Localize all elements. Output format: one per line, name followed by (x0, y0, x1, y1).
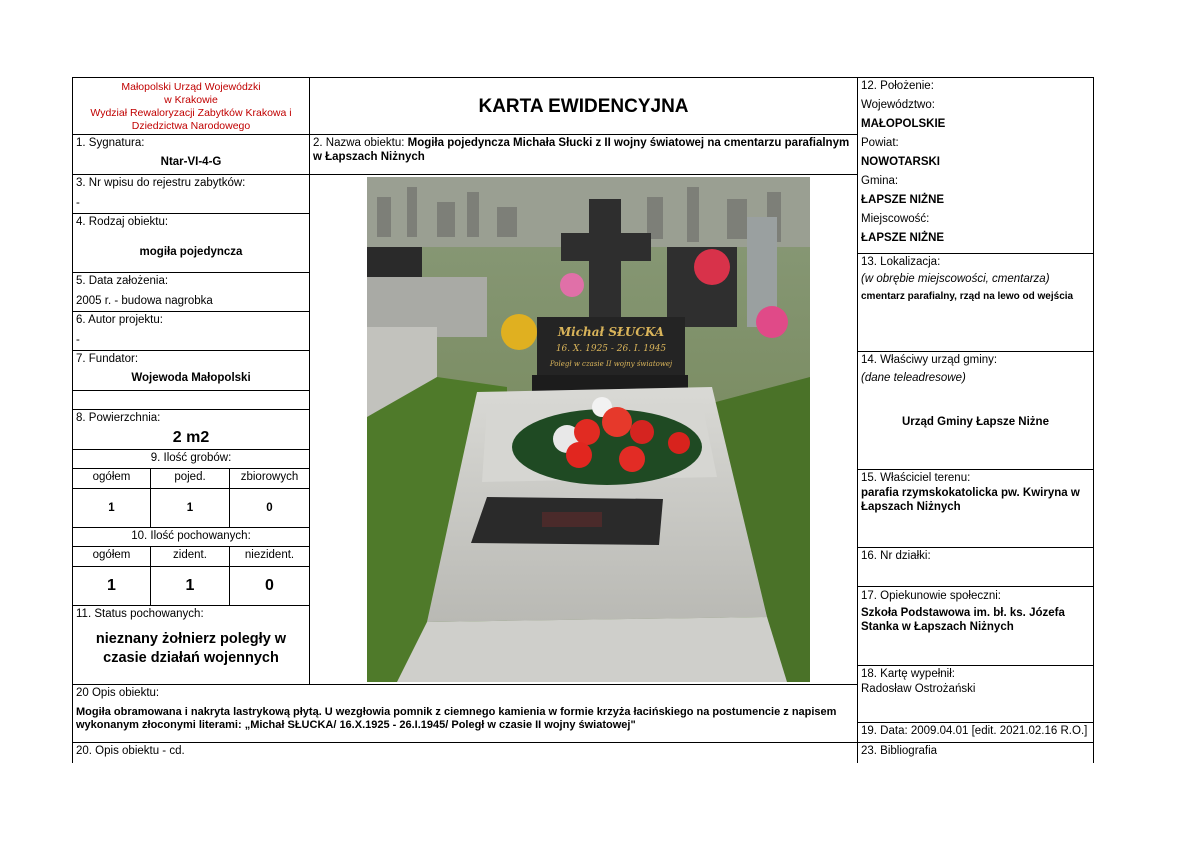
filled-by-label: 18. Kartę wypełnił: (861, 668, 955, 680)
graves-total-value: 1 (72, 488, 151, 528)
locality-label: Miejscowość: (861, 213, 930, 225)
register-number-label: 3. Nr wpisu do rejestru zabytków: (76, 177, 246, 189)
description-continued-field: 20. Opis obiektu - cd. (72, 742, 858, 763)
caretakers-label: 17. Opiekunowie społeczni: (861, 590, 1001, 602)
founding-date-value: 2005 r. - budowa nagrobka (76, 295, 213, 307)
grave-photo (367, 177, 810, 682)
sygnatura-label: 1. Sygnatura: (76, 137, 145, 149)
institution-line: w Krakowie (164, 94, 218, 106)
commune-label: Gmina: (861, 175, 899, 187)
location-field (857, 77, 1094, 254)
graves-col-collective: zbiorowych (229, 468, 310, 489)
filled-by-field (857, 665, 1094, 723)
land-owner-field (857, 469, 1094, 548)
graves-collective-value: 0 (229, 488, 310, 528)
object-type-value: mogiła pojedyncza (139, 246, 243, 258)
buried-col-unidentified: niezident. (229, 546, 310, 567)
caretakers-value: Szkoła Podstawowa im. bł. ks. Józefa Stanka w Łapszach Niżnych (861, 607, 1065, 633)
land-owner-label: 15. Właściciel terenu: (861, 472, 971, 484)
sygnatura-field (72, 134, 310, 175)
author-value: - (76, 334, 80, 346)
institution-line: Wydział Rewaloryzacji Zabytków Krakowa i (90, 107, 292, 119)
plaque-dates: 16. X. 1925 - 26. I. 1945 (555, 344, 667, 354)
commune-office-value: Urząd Gminy Łapsze Niżne (902, 416, 1049, 428)
register-number-field (72, 174, 310, 214)
register-number-value: - (76, 197, 80, 209)
founding-date-label: 5. Data założenia: (76, 275, 169, 287)
buried-unidentified-value: 0 (229, 566, 310, 606)
description-value: Mogiła obramowana i nakryta lastrykową płytą. U wezgłowia pomnik z ciemnego kamienia w formie krzyża łacińskiego na postumencie z napisem wykonanym złoconymi literami: „Michał SŁUCKA/ 16.X.1925 - 26.I.1945/ Poległ w czasie II wojny światowej" (76, 706, 837, 731)
county-label: Powiat: (861, 137, 899, 149)
voivodeship-label: Województwo: (861, 99, 935, 111)
commune-office-field (857, 351, 1094, 470)
plaque-inscription: Poległ w czasie II wojny światowej (549, 360, 673, 368)
commune-office-hint: (dane teleadresowe) (861, 372, 966, 384)
founder-field (72, 350, 310, 391)
county-value: NOWOTARSKI (861, 156, 941, 168)
description-field (72, 684, 858, 743)
filled-by-value: Radosław Ostrożański (861, 683, 976, 695)
plaque-name: Michał SŁUCKA (557, 325, 665, 339)
founding-date-field (72, 272, 310, 312)
graves-col-total: ogółem (72, 468, 151, 489)
commune-office-label: 14. Właściwy urząd gminy: (861, 354, 998, 366)
institution-header (72, 77, 310, 135)
status-value-line2: czasie działań wojennych (103, 650, 279, 666)
area-label: 8. Powierzchnia: (76, 412, 161, 424)
institution-line: Małopolski Urząd Wojewódzki (121, 81, 261, 93)
object-type-label: 4. Rodzaj obiektu: (76, 216, 169, 228)
graves-col-single: pojed. (150, 468, 230, 489)
area-value: 2 m2 (172, 429, 210, 446)
buried-identified-value: 1 (150, 566, 230, 606)
plot-number-field (857, 547, 1094, 587)
localization-label: 13. Lokalizacja: (861, 256, 941, 268)
object-type-field (72, 213, 310, 273)
description-label: 20 Opis obiektu: (76, 687, 160, 699)
buried-total-value: 1 (72, 566, 151, 606)
founder-value: Wojewoda Małopolski (131, 372, 251, 384)
graves-count-label: 9. Ilość grobów: (72, 449, 310, 469)
land-owner-value: parafia rzymskokatolicka pw. Kwiryna w Łapszach Niżnych (861, 487, 1080, 513)
localization-field (857, 253, 1094, 352)
bibliography-field: 23. Bibliografia (857, 742, 1094, 763)
blank-row (72, 390, 310, 410)
graves-single-value: 1 (150, 488, 230, 528)
location-label: 12. Położenie: (861, 80, 934, 92)
institution-line: Dziedzictwa Narodowego (131, 120, 251, 132)
locality-value: ŁAPSZE NIŻNE (861, 232, 945, 244)
caretakers-field (857, 586, 1094, 666)
grave-photo-image (367, 177, 810, 682)
status-field (72, 605, 310, 685)
sygnatura-value: Ntar-VI-4-G (160, 156, 222, 168)
author-label: 6. Autor projektu: (76, 314, 163, 326)
status-label: 11. Status pochowanych: (76, 608, 204, 620)
buried-col-total: ogółem (72, 546, 151, 567)
status-value-line1: nieznany żołnierz poległy w (95, 631, 287, 647)
buried-col-identified: zident. (150, 546, 230, 567)
commune-value: ŁAPSZE NIŻNE (861, 194, 945, 206)
object-name-value: Mogiła pojedyncza Michała Słucki z II wojny światowej na cmentarzu parafialnym w Łapszach Niżnych (313, 137, 850, 163)
card-title: KARTA EWIDENCYJNA (309, 77, 858, 135)
voivodeship-value: MAŁOPOLSKIE (861, 118, 946, 130)
area-field (72, 409, 310, 450)
author-field (72, 311, 310, 351)
plot-number-label: 16. Nr działki: (861, 550, 931, 562)
localization-value: cmentarz parafialny, rząd na lewo od wejścia (861, 291, 1074, 302)
localization-hint: (w obrębie miejscowości, cmentarza) (861, 273, 1050, 285)
object-name-field (309, 134, 858, 175)
object-name-label: 2. Nazwa obiektu: (313, 137, 408, 149)
buried-count-label: 10. Ilość pochowanych: (72, 527, 310, 547)
date-field: 19. Data: 2009.04.01 [edit. 2021.02.16 R.O.] (857, 722, 1094, 743)
founder-label: 7. Fundator: (76, 353, 139, 365)
record-card (72, 77, 1094, 762)
